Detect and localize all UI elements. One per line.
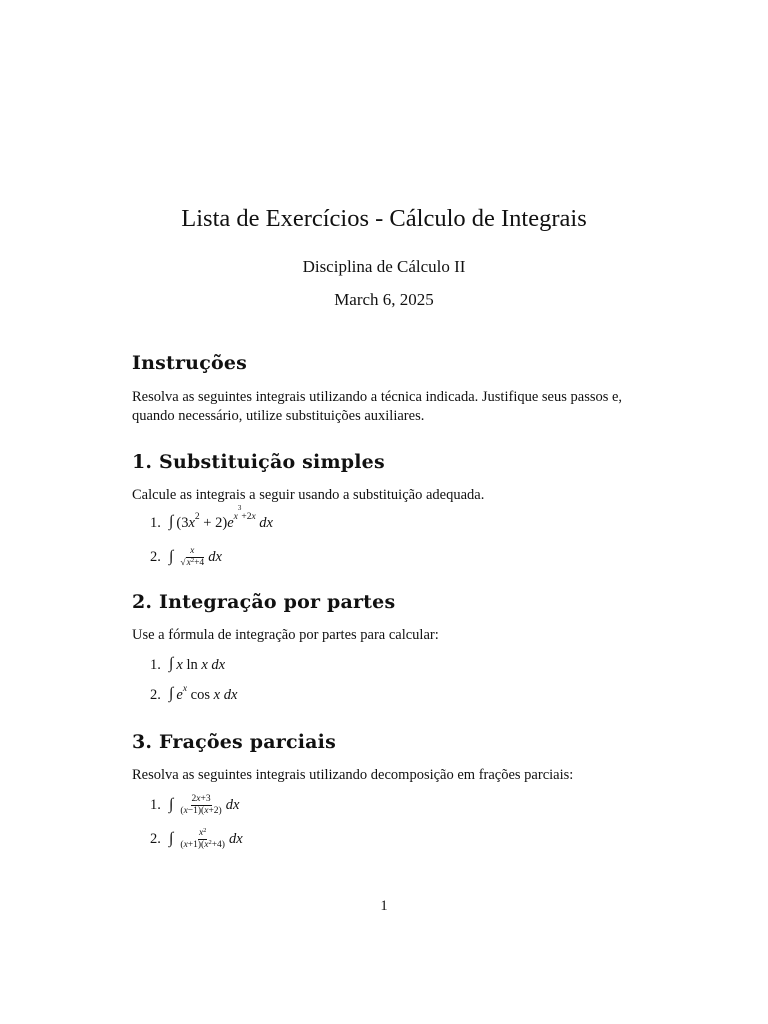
page-number: 1	[380, 898, 388, 914]
instructions-text: Resolva as seguintes integrais utilizando a técnica indicada. Justifique seus passos e, quando necessário, utilize substituições auxiliares.	[132, 389, 623, 424]
item-number: 1.	[150, 797, 161, 813]
section-3-item-1	[150, 794, 239, 817]
math-expression: ∫ $\frac{2x+3}{(x-1)(x+2)}$ dx	[169, 794, 240, 816]
instructions-heading: Instruções	[132, 352, 248, 374]
math-expression: ∫ $\frac{x^2}{(x+1)(x^2+4)}$ dx	[169, 827, 243, 850]
section-3-heading: 3. Frações parciais	[132, 731, 336, 753]
document-author: Disciplina de Cálculo II	[302, 257, 466, 276]
section-2-heading: 2. Integração por partes	[132, 591, 396, 613]
math-expression: ∫ (3 x $^2$ + 2) e $^{x^3+2x}$ dx	[169, 504, 273, 531]
math-expression: ∫ $\frac{x}{√x^2+4}$ dx	[169, 546, 222, 568]
section-3-item-2	[150, 828, 243, 851]
section-1-item-1	[150, 504, 273, 532]
section-2-item-1	[150, 656, 225, 674]
item-number: 2.	[150, 831, 161, 847]
section-1-intro: Calcule as integrais a seguir usando a substituição adequada.	[132, 487, 485, 503]
section-2-intro: Use a fórmula de integração por partes para calcular:	[132, 627, 439, 643]
section-1-heading: 1. Substituição simples	[132, 451, 385, 473]
math-expression: ∫ e $^x$ cos x dx	[169, 684, 238, 703]
item-number: 2.	[150, 686, 161, 703]
section-3-intro: Resolva as seguintes integrais utilizando decomposição em frações parciais:	[132, 767, 574, 783]
document-title: Lista de Exercícios - Cálculo de Integrais	[181, 205, 587, 232]
math-expression: ∫ x ln x dx	[169, 655, 226, 673]
item-number: 1.	[150, 656, 161, 673]
section-2-item-2	[150, 686, 237, 704]
section-1-item-2	[150, 546, 222, 569]
item-number: 2.	[150, 549, 161, 565]
document-date: March 6, 2025	[334, 290, 434, 309]
item-number: 1.	[150, 514, 161, 531]
